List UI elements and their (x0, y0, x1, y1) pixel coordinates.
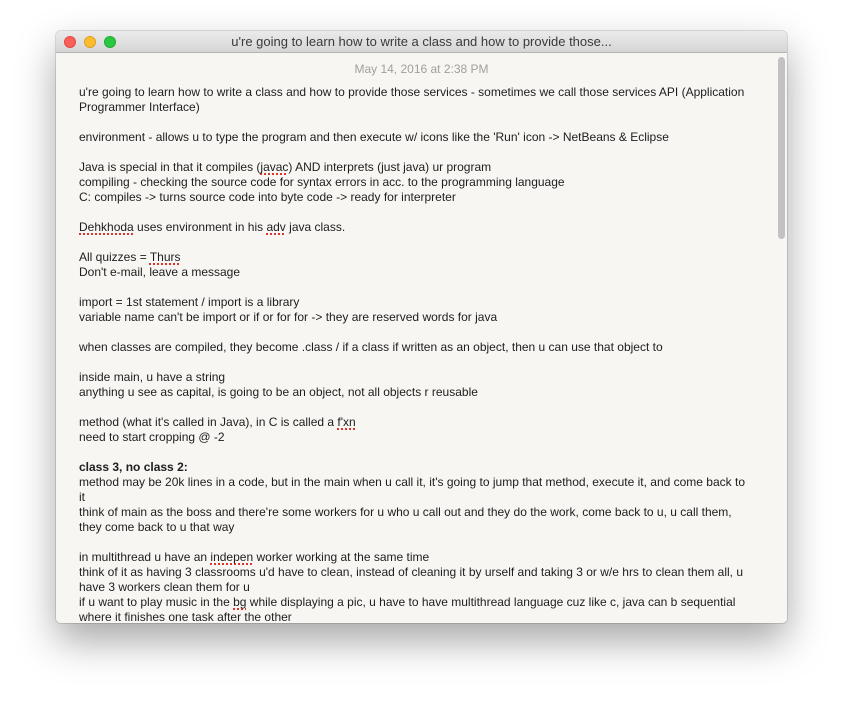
misspelled-word[interactable]: f'xn (337, 415, 356, 429)
note-line: Java is special in that it compiles (javac) AND interprets (just java) ur program (79, 160, 492, 174)
close-button[interactable] (64, 36, 76, 48)
note-body[interactable] (79, 85, 749, 623)
note-paragraph (79, 160, 749, 205)
note-paragraph (79, 220, 749, 235)
note-line: Don't e-mail, leave a message (79, 265, 241, 279)
note-line: variable name can't be import or if or for for -> they are reserved words for java (79, 310, 498, 324)
note-line: compiling - checking the source code for syntax errors in acc. to the programming language (79, 175, 565, 189)
note-paragraph (79, 415, 749, 445)
note-line: if u want to play music in the bg while displaying a pic, u have to have multithread language cuz like c, java can b sequential where it finishes one task after the other (79, 595, 736, 623)
note-line: environment - allows u to type the program and then execute w/ icons like the 'Run' icon -> NetBeans & Eclipse (79, 130, 669, 144)
note-line: import = 1st statement / import is a library (79, 295, 300, 309)
misspelled-word[interactable]: indepen (210, 550, 254, 564)
note-heading: class 3, no class 2: (79, 460, 188, 474)
note-line: think of it as having 3 classrooms u'd have to clean, instead of cleaning it by urself and taking 3 or w/e hrs to clean them all, u have 3 workers clean them for u (79, 565, 743, 594)
note-line: anything u see as capital, is going to be an object, not all objects r reusable (79, 385, 478, 399)
note-content[interactable] (56, 53, 787, 623)
misspelled-word[interactable]: Dehkhoda (79, 220, 134, 234)
note-paragraph (79, 340, 749, 355)
note-line: method may be 20k lines in a code, but in the main when u call it, it's going to jump that method, execute it, and come back to it (79, 475, 745, 504)
note-paragraph (79, 130, 749, 145)
note-line: method (what it's called in Java), in C is called a f'xn (79, 415, 356, 429)
title-bar[interactable] (56, 31, 787, 53)
note-line: inside main, u have a string (79, 370, 226, 384)
note-paragraph (79, 295, 749, 325)
misspelled-word[interactable]: bg (233, 595, 247, 609)
note-paragraph (79, 370, 749, 400)
zoom-button[interactable] (104, 36, 116, 48)
misspelled-word[interactable]: javac (260, 160, 289, 174)
note-line: u're going to learn how to write a class and how to provide those services - sometimes we call those services API (Application Programmer Interface) (79, 85, 745, 114)
note-line: need to start cropping @ -2 (79, 430, 225, 444)
note-line: All quizzes = Thurs (79, 250, 181, 264)
note-line: in multithread u have an indepen worker working at the same time (79, 550, 430, 564)
notes-window (56, 31, 787, 623)
note-paragraph (79, 550, 749, 623)
note-paragraph (79, 250, 749, 280)
minimize-button[interactable] (84, 36, 96, 48)
note-line: Dehkhoda uses environment in his adv java class. (79, 220, 346, 234)
note-paragraph (79, 85, 749, 115)
note-date: May 14, 2016 at 2:38 PM (354, 62, 489, 76)
note-paragraph (79, 460, 749, 535)
note-line: think of main as the boss and there're some workers for u who u call out and they do the work, come back to u, u call them, they come back to u that way (79, 505, 732, 534)
misspelled-word[interactable]: Thurs (149, 250, 181, 264)
note-line: when classes are compiled, they become .class / if a class if written as an object, then u can use that object to (79, 340, 663, 354)
vertical-scrollbar[interactable] (778, 57, 785, 239)
window-title: u're going to learn how to write a class and how to provide those... (231, 34, 612, 49)
note-line: C: compiles -> turns source code into byte code -> ready for interpreter (79, 190, 456, 204)
misspelled-word[interactable]: adv (266, 220, 286, 234)
